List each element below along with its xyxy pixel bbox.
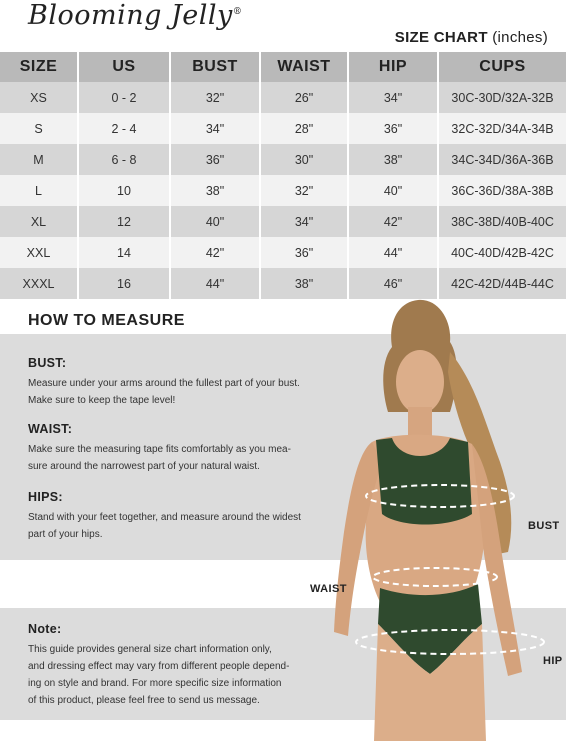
registered-mark: ® xyxy=(232,7,243,17)
size-chart-unit: (inches) xyxy=(492,29,548,46)
waist-label: WAIST xyxy=(310,583,347,595)
column-header-waist: WAIST xyxy=(260,52,348,82)
note-section xyxy=(28,622,328,709)
cell-bust: 44" xyxy=(170,268,260,299)
cell-hip: 36" xyxy=(348,113,438,144)
bust-line: Measure under your arms around the fullest part of your bust. xyxy=(28,378,300,389)
cell-waist: 30" xyxy=(260,144,348,175)
waist-line: Make sure the measuring tape fits comfortably as you mea- xyxy=(28,444,291,455)
cell-us: 6 - 8 xyxy=(78,144,170,175)
cell-hip: 40" xyxy=(348,175,438,206)
cell-cups: 36C-36D/38A-38B xyxy=(438,175,566,206)
cell-size: M xyxy=(0,144,78,175)
cell-hip: 34" xyxy=(348,82,438,113)
face-shape xyxy=(396,350,444,414)
cell-size: XS xyxy=(0,82,78,113)
cell-waist: 26" xyxy=(260,82,348,113)
cell-hip: 46" xyxy=(348,268,438,299)
size-chart-title-text: SIZE CHART xyxy=(394,29,488,46)
cell-us: 16 xyxy=(78,268,170,299)
cell-hip: 38" xyxy=(348,144,438,175)
note-line: ing on style and brand. For more specific size information xyxy=(28,678,282,689)
cell-cups: 30C-30D/32A-32B xyxy=(438,82,566,113)
cell-cups: 40C-40D/42B-42C xyxy=(438,237,566,268)
bust-label: BUST xyxy=(528,520,560,532)
cell-bust: 38" xyxy=(170,175,260,206)
waist-line: sure around the narrowest part of your natural waist. xyxy=(28,461,260,472)
bust-instructions xyxy=(28,356,328,409)
cell-bust: 34" xyxy=(170,113,260,144)
cell-cups: 38C-38D/40B-40C xyxy=(438,206,566,237)
note-line: of this product, please feel free to send us message. xyxy=(28,695,260,706)
column-header-hip: HIP xyxy=(348,52,438,82)
hips-line: Stand with your feet together, and measure around the widest xyxy=(28,512,301,523)
waist-heading: WAIST: xyxy=(28,422,73,436)
cell-us: 14 xyxy=(78,237,170,268)
cell-size: XXL xyxy=(0,237,78,268)
cell-cups: 32C-32D/34A-34B xyxy=(438,113,566,144)
model-illustration xyxy=(300,292,566,741)
hips-instructions xyxy=(28,490,328,543)
brand-logo xyxy=(28,0,242,31)
cell-cups: 42C-42D/44B-44C xyxy=(438,268,566,299)
size-chart-title xyxy=(395,29,548,46)
cell-hip: 44" xyxy=(348,237,438,268)
hip-label: HIP xyxy=(543,655,563,667)
column-header-us: US xyxy=(78,52,170,82)
bust-line: Make sure to keep the tape level! xyxy=(28,395,176,406)
hips-line: part of your hips. xyxy=(28,529,103,540)
cell-waist: 28" xyxy=(260,113,348,144)
table-header-row xyxy=(0,52,566,82)
cell-waist: 32" xyxy=(260,175,348,206)
hips-heading: HIPS: xyxy=(28,490,63,504)
column-header-size: SIZE xyxy=(0,52,78,82)
cell-size: XL xyxy=(0,206,78,237)
neck-shape xyxy=(408,407,432,437)
cell-bust: 36" xyxy=(170,144,260,175)
bust-heading: BUST: xyxy=(28,356,67,370)
cell-bust: 32" xyxy=(170,82,260,113)
note-heading: Note: xyxy=(28,622,62,636)
cell-cups: 34C-34D/36A-36B xyxy=(438,144,566,175)
cell-hip: 42" xyxy=(348,206,438,237)
table-row xyxy=(0,237,566,268)
size-chart-table xyxy=(0,52,566,299)
cell-waist: 36" xyxy=(260,237,348,268)
table-row xyxy=(0,113,566,144)
cell-waist: 38" xyxy=(260,268,348,299)
cell-size: L xyxy=(0,175,78,206)
brand-name: Blooming Jelly xyxy=(28,0,233,31)
table-row xyxy=(0,144,566,175)
table-row xyxy=(0,206,566,237)
cell-waist: 34" xyxy=(260,206,348,237)
cell-us: 2 - 4 xyxy=(78,113,170,144)
table-row xyxy=(0,175,566,206)
cell-size: XXXL xyxy=(0,268,78,299)
cell-us: 12 xyxy=(78,206,170,237)
cell-bust: 40" xyxy=(170,206,260,237)
cell-bust: 42" xyxy=(170,237,260,268)
how-to-measure-heading: HOW TO MEASURE xyxy=(28,312,185,329)
note-line: and dressing effect may vary from different people depend- xyxy=(28,661,290,672)
column-header-cups: CUPS xyxy=(438,52,566,82)
cell-us: 10 xyxy=(78,175,170,206)
cell-us: 0 - 2 xyxy=(78,82,170,113)
note-line: This guide provides general size chart information only, xyxy=(28,644,272,655)
cell-size: S xyxy=(0,113,78,144)
waist-instructions xyxy=(28,422,328,475)
column-header-bust: BUST xyxy=(170,52,260,82)
table-row xyxy=(0,82,566,113)
